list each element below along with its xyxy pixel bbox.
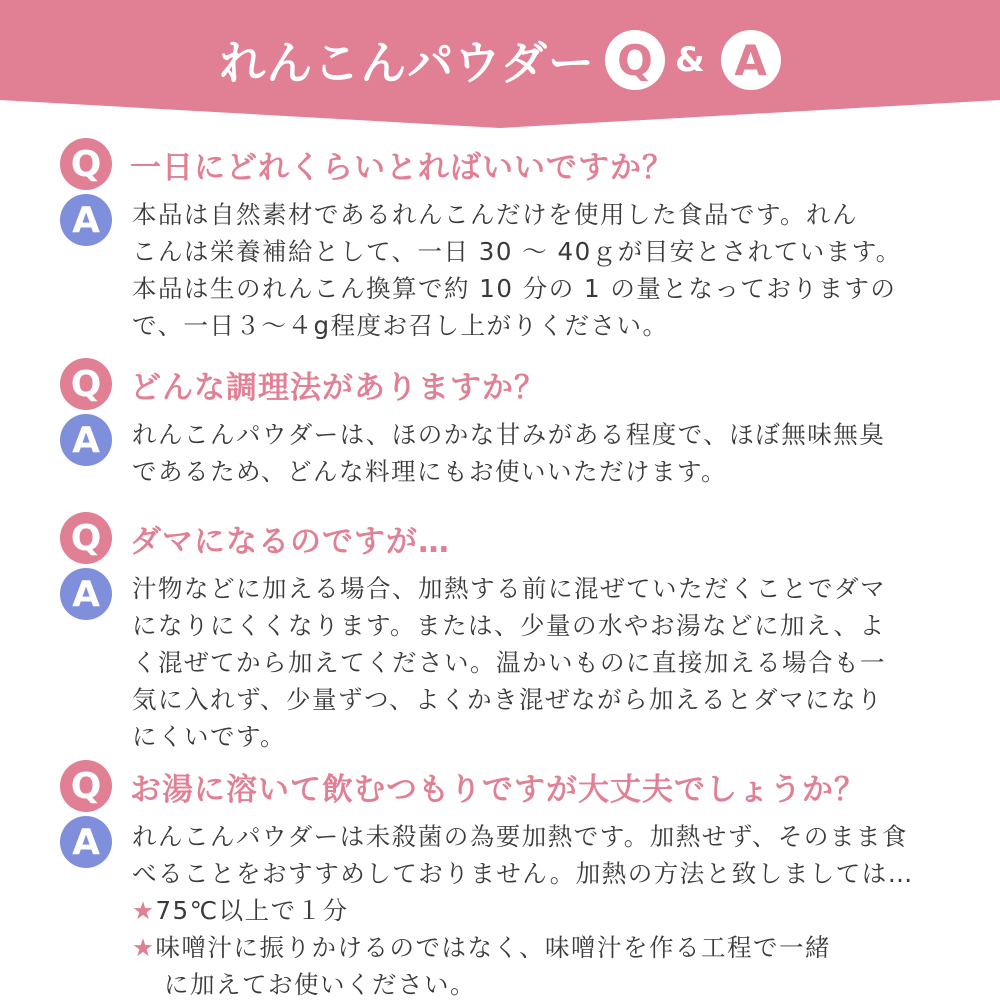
title-ampersand: & (674, 40, 705, 80)
question-text: ダマになるのですが… (130, 524, 450, 560)
answer-text (132, 818, 932, 1003)
question-text: どんな調理法がありますか？ (130, 370, 546, 406)
question-badge: Q (60, 512, 112, 564)
answer-line: にくいです。 (132, 722, 287, 751)
question-badge: Q (60, 138, 112, 190)
answer-line: 気に入れず、少量ずつ、よくかき混ぜながら加えるとダマになり (132, 685, 884, 714)
question-text: お湯に溶いて飲むつもりですが大丈夫でしょうか？ (130, 772, 866, 808)
answer-text (132, 416, 932, 490)
bullet-item (132, 929, 932, 966)
header-banner (0, 0, 1000, 128)
answer-line: 本品は生のれんこん換算で約 10 分の 1 の量となっておりますの (132, 274, 897, 303)
answer-badge: A (60, 816, 112, 868)
title-q-badge: Q (605, 30, 665, 90)
answer-line: 汁物などに加える場合、加熱する前に混ぜていただくことでダマ (132, 574, 886, 603)
bullet-item (132, 892, 932, 929)
star-icon: ★ (132, 933, 156, 962)
answer-line: であるため、どんな料理にもお使いいただけます。 (132, 457, 728, 486)
page-title (0, 28, 1000, 92)
star-icon: ★ (132, 896, 156, 925)
answer-line: れんこんパウダーは未殺菌の為要加熱です。加熱せず、そのまま食 (132, 822, 908, 851)
answer-badge: A (60, 568, 112, 620)
answer-text (132, 196, 932, 344)
answer-badge: A (60, 194, 112, 246)
answer-line: べることをおすすめしておりません。加熱の方法と致しましては… (132, 859, 914, 888)
answer-line: になりにくくなります。または、少量の水やお湯などに加え、よ (132, 611, 886, 640)
answer-line: 本品は自然素材であるれんこんだけを使用した食品です。れん (132, 200, 859, 229)
bullet-continuation: に加えてお使いください。 (164, 970, 476, 999)
answer-badge: A (60, 414, 112, 466)
title-a-badge: A (721, 30, 781, 90)
answer-line: こんは栄養補給として、一日 30 ～ 40ｇが目安とされています。 (132, 237, 902, 266)
bullet-text: 味噌汁に振りかけるのではなく、味噌汁を作る工程で一緒 (155, 933, 831, 962)
answer-line: く混ぜてから加えてください。温かいものに直接加える場合も一 (132, 648, 886, 677)
question-badge: Q (60, 760, 112, 812)
question-badge: Q (60, 358, 112, 410)
answer-line: れんこんパウダーは、ほのかな甘みがある程度で、ほぼ無味無臭 (132, 420, 886, 449)
answer-text (132, 570, 932, 755)
question-text: 一日にどれくらいとればいいですか？ (130, 150, 674, 186)
bullet-text: 75℃以上で１分 (155, 896, 349, 925)
answer-line: で、一日３～４g程度お召し上がりください。 (132, 311, 669, 340)
title-text: れんこんパウダー (219, 36, 595, 90)
